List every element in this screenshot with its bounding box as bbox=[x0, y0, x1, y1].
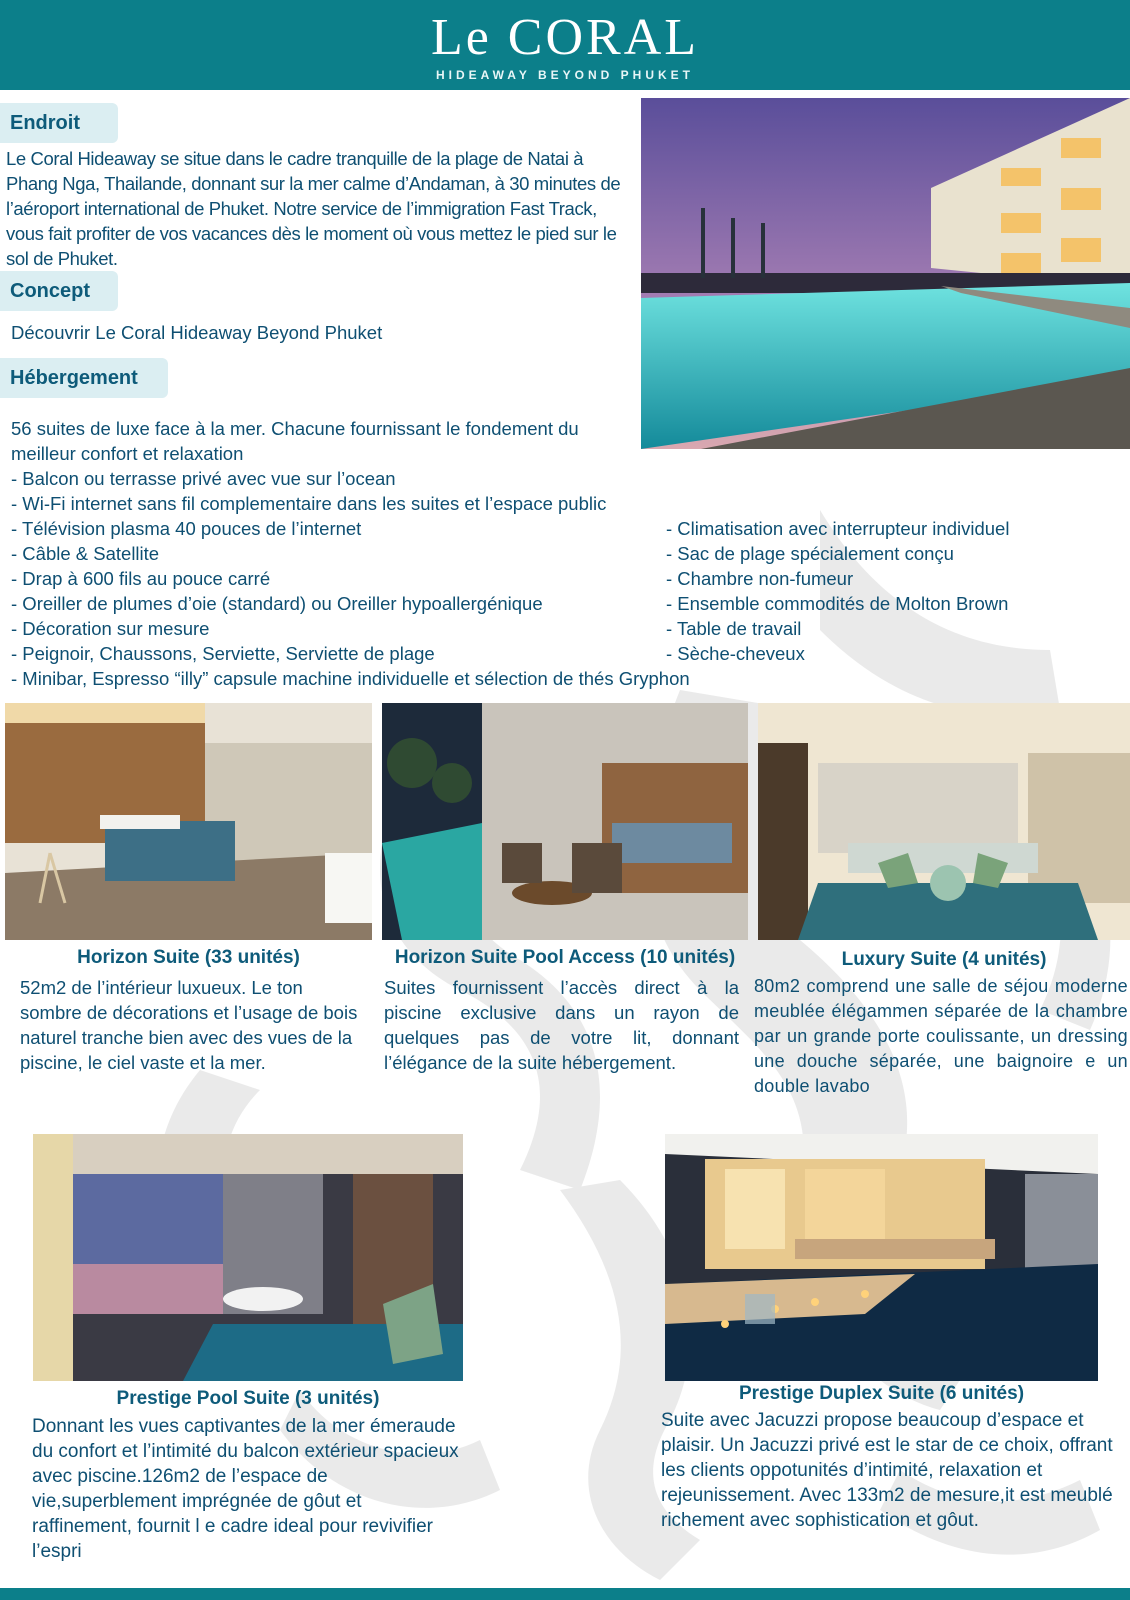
logo-tagline: HIDEAWAY BEYOND PHUKET bbox=[435, 68, 695, 82]
suite-desc-horizon-pool-access: Suites fournissent l’accès direct à la piscine exclusive dans un rayon de quelques pas de votre lit, donnant l’élégance de la suite hébergement. bbox=[384, 977, 739, 1073]
hebergement-intro: 56 suites de luxe face à la mer. Chacune fournissant le fondement du meilleur confort et relaxation bbox=[11, 418, 579, 464]
logo: Le CORAL bbox=[430, 9, 700, 66]
section-title-endroit: Endroit bbox=[0, 103, 118, 143]
list-item: - Peignoir, Chaussons, Serviette, Serviette de plage bbox=[11, 643, 435, 664]
list-item: - Décoration sur mesure bbox=[11, 618, 210, 639]
suite-title-prestige-pool: Prestige Pool Suite (3 unités) bbox=[116, 1388, 380, 1409]
list-item: - Sac de plage spécialement conçu bbox=[666, 543, 954, 564]
hero-pool-photo bbox=[641, 98, 1130, 449]
list-item: - Minibar, Espresso “illy” capsule machine individuelle et sélection de thés Gryphon bbox=[11, 668, 690, 689]
prestige-duplex-suite-photo bbox=[665, 1134, 1098, 1381]
suite-title-luxury: Luxury Suite (4 unités) bbox=[841, 949, 1047, 970]
suite-title-horizon: Horizon Suite (33 unités) bbox=[77, 947, 300, 968]
list-item: - Balcon ou terrasse privé avec vue sur l’ocean bbox=[11, 468, 396, 489]
suite-desc-prestige-duplex: Suite avec Jacuzzi propose beaucoup d’espace et plaisir. Un Jacuzzi privé est le star de ce choix, offrant les clients oppotunités d’intimité, relaxation et rejeunissement. Avec 133m2 de mesure,it est meublé richement avec sophistication et gôut. bbox=[661, 1410, 1113, 1531]
suite-desc-luxury: 80m2 comprend une salle de séjou moderne meublée élégammen séparée de la chambre par un grande porte coulissante, un dressing une douche séparée, une baignoire e un double lavabo bbox=[754, 976, 1128, 1096]
suite-title-prestige-duplex: Prestige Duplex Suite (6 unités) bbox=[738, 1383, 1025, 1404]
list-item: - Drap à 600 fils au pouce carré bbox=[11, 568, 271, 589]
list-item: - Câble & Satellite bbox=[11, 543, 160, 564]
list-item: - Wi-Fi internet sans fil complementaire dans les suites et l’espace public bbox=[11, 493, 607, 514]
section-title-hebergement: Hébergement bbox=[0, 358, 168, 398]
header-bar bbox=[0, 0, 1130, 90]
list-item: - Oreiller de plumes d’oie (standard) ou Oreiller hypoallergénique bbox=[11, 593, 543, 614]
luxury-suite-photo bbox=[758, 703, 1130, 940]
horizon-suite-photo bbox=[5, 703, 372, 940]
amenities-left-list bbox=[11, 516, 543, 666]
suite-desc-horizon: 52m2 de l’intérieur luxueux. Le ton sombre de décorations et l’usage de bois naturel tranche bien avec des vues de la piscine, le ciel vaste et la mer. bbox=[20, 977, 358, 1073]
list-item: - Télévision plasma 40 pouces de l’internet bbox=[11, 518, 362, 539]
section-title-concept: Concept bbox=[0, 271, 118, 311]
footer-bar bbox=[0, 1588, 1130, 1600]
horizon-pool-access-photo bbox=[382, 703, 748, 940]
suite-desc-prestige-pool: Donnant les vues captivantes de la mer émeraude du confort et l’intimité du balcon extérieur spacieux avec piscine.126m2 de l’espace de vie,superblement imprégnée de gôut et raffinement, fournit l e cadre ideal pour revivifier l’espri bbox=[32, 1416, 459, 1562]
list-item: - Climatisation avec interrupteur individuel bbox=[666, 518, 1010, 539]
amenities-last-list bbox=[11, 666, 690, 691]
list-item: - Table de travail bbox=[666, 618, 802, 639]
endroit-text: Le Coral Hideaway se situe dans le cadre tranquille de la plage de Natai à Phang Nga, Thailande, donnant sur la mer calme d’Andaman, à 30 minutes de l’aéroport international de Phuket. Notre service de l’immigration Fast Track, vous fait profiter de vos vacances dès le moment où vous mettez le pied sur le sol de Phuket. bbox=[6, 148, 621, 269]
amenities-wide-list bbox=[11, 466, 606, 516]
concept-text: Découvrir Le Coral Hideaway Beyond Phuket bbox=[11, 322, 383, 343]
list-item: - Ensemble commodités de Molton Brown bbox=[666, 593, 1009, 614]
list-item: - Chambre non-fumeur bbox=[666, 568, 854, 589]
prestige-pool-suite-photo bbox=[33, 1134, 463, 1381]
amenities-right-list bbox=[666, 516, 1009, 666]
suite-title-horizon-pool-access: Horizon Suite Pool Access (10 unités) bbox=[394, 947, 736, 968]
list-item: - Sèche-cheveux bbox=[666, 643, 805, 664]
